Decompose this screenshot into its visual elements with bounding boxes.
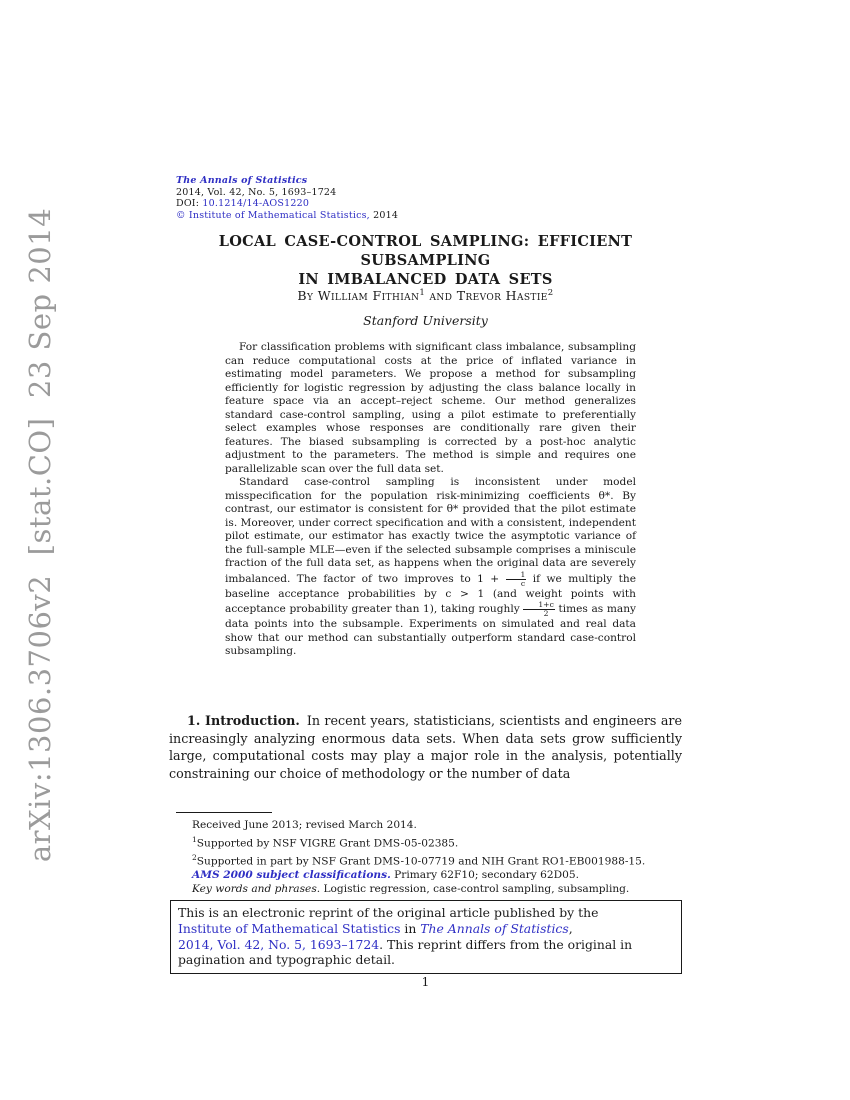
copyright-line bbox=[176, 210, 398, 222]
copyright-year: 2014 bbox=[369, 209, 399, 221]
arxiv-stamp: arXiv:1306.3706v2 [stat.CO] 23 Sep 2014 bbox=[23, 207, 57, 863]
authors-line bbox=[169, 288, 682, 303]
fraction-1-over-c-numerator: 1 bbox=[506, 571, 527, 580]
title-line-1: LOCAL CASE-CONTROL SAMPLING: EFFICIENT SUBSAMPLING bbox=[218, 233, 633, 269]
abstract-p2-text-2: if we multiply the baseline acceptance probabilities by c > 1 (and weight points with acceptance probability greater than 1), taking roughly bbox=[225, 572, 636, 616]
footnote-ams bbox=[176, 869, 682, 883]
author-2: Trevor Hastie bbox=[456, 288, 548, 304]
page-number: 1 bbox=[421, 975, 430, 989]
ams-classifications-text: Primary 62F10; secondary 62D05. bbox=[390, 869, 579, 882]
footnote-received: Received June 2013; revised March 2014. bbox=[192, 819, 417, 831]
reprint-line-2 bbox=[178, 921, 674, 937]
authors-prefix: By bbox=[297, 288, 318, 304]
introduction-text: In recent years, statisticians, scientists and engineers are increasingly analyzing enormous data sets. When data sets grow sufficiently large, computational costs may play a major role in the analysis, potentially constraining our choice of methodology or the number of data bbox=[169, 713, 682, 781]
footnote-rule bbox=[176, 812, 272, 813]
section-heading-introduction: 1. Introduction. bbox=[187, 713, 300, 728]
journal-name-link[interactable]: The Annals of Statistics bbox=[176, 175, 308, 186]
author-2-footnote-marker: 2 bbox=[547, 288, 554, 298]
keywords-label: Key words and phrases. bbox=[192, 883, 321, 896]
author-1-footnote-marker: 1 bbox=[419, 288, 426, 298]
volume-line: 2014, Vol. 42, No. 5, 1693–1724 bbox=[176, 186, 337, 198]
doi-link[interactable]: 10.1214/14-AOS1220 bbox=[202, 198, 310, 209]
abstract-paragraph-1: For classification problems with significant class imbalance, subsampling can reduce computational costs at the price of inflated variance in estimating model parameters. We propose a method for subsampling efficiently for logistic regression by adjusting the class balance locally in feature space via an accept–reject scheme. Our method generalizes standard case-control sampling, using a pilot estimate to preferentially select examples whose responses are conditionally rare given their features. The biased subsampling is corrected by a post-hoc analytic adjustment to the parameters. The method is simple and requires one parallelizable scan over the full data set. bbox=[225, 341, 636, 475]
title-line-2: IN IMBALANCED DATA SETS bbox=[298, 271, 553, 288]
footnote-2-marker: 2 bbox=[192, 853, 197, 863]
abstract-p2-text-3: times as many data points into the subsample. Experiments on simulated and real data show that our method can substantially outperform standard case-control subsampling. bbox=[225, 603, 636, 657]
reprint-line-3-rest: . This reprint differs from the original in bbox=[379, 936, 633, 952]
reprint-line-2-end: , bbox=[568, 920, 573, 936]
reprint-line-3 bbox=[178, 937, 674, 953]
paper-title bbox=[169, 232, 682, 289]
footnotes bbox=[176, 819, 682, 897]
footnote-1-text: Supported by NSF VIGRE Grant DMS-05-02385. bbox=[196, 837, 459, 850]
abstract bbox=[225, 341, 636, 659]
footnote-2 bbox=[176, 851, 682, 869]
reprint-line-2-mid: in bbox=[400, 920, 421, 936]
fraction-1-over-c-denominator: c bbox=[520, 578, 526, 588]
volume-issue-link[interactable]: 2014, Vol. 42, No. 5, 1693–1724 bbox=[178, 936, 380, 952]
ams-classifications-link[interactable]: AMS 2000 subject classifications. bbox=[192, 869, 391, 882]
fraction-1-over-c bbox=[506, 571, 527, 588]
affiliation: Stanford University bbox=[363, 313, 488, 328]
footnote-1-marker: 1 bbox=[192, 834, 197, 844]
reprint-line-1: This is an electronic reprint of the original article published by the bbox=[178, 905, 599, 920]
footnote-2-text: Supported in part by NSF Grant DMS-10-07719 and NIH Grant RO1-EB001988-15. bbox=[196, 855, 646, 868]
reprint-notice-box bbox=[170, 900, 682, 974]
annals-of-statistics-link[interactable]: The Annals of Statistics bbox=[420, 920, 569, 936]
abstract-p2-text-1: Standard case-control sampling is inconsistent under model misspecification for the population risk-minimizing coefficients θ*. By contrast, our estimator is consistent for θ* provided that the pilot estimate is. Moreover, under correct specification and with a consistent, independent pilot estimate, our estimator has exactly twice the asymptotic variance of the full-sample MLE—even if the selected subsample comprises a miniscule fraction of the full data set, as happens when the original data are severely imbalanced. The factor of two improves to 1 + bbox=[225, 476, 636, 585]
keywords-text: Logistic regression, case-control sampling, subsampling. bbox=[320, 883, 630, 896]
journal-name-line bbox=[176, 175, 398, 187]
doi-label: DOI: bbox=[176, 198, 203, 209]
footnote-1 bbox=[176, 833, 682, 851]
authors-connector: and bbox=[425, 288, 457, 304]
doi-line bbox=[176, 198, 398, 210]
author-1: William Fithian bbox=[317, 288, 420, 304]
ims-link[interactable]: Institute of Mathematical Statistics bbox=[178, 920, 401, 936]
ims-copyright-link[interactable]: © Institute of Mathematical Statistics, bbox=[176, 209, 370, 221]
fraction-1plusc-over-2-numerator: 1+c bbox=[523, 601, 555, 610]
fraction-1plusc-over-2 bbox=[523, 601, 555, 618]
journal-header bbox=[176, 175, 398, 221]
introduction-paragraph bbox=[169, 712, 682, 782]
abstract-paragraph-2 bbox=[225, 476, 636, 659]
fraction-1plusc-over-2-denominator: 2 bbox=[543, 609, 549, 618]
footnote-keywords bbox=[176, 883, 682, 897]
reprint-line-4: pagination and typographic detail. bbox=[178, 952, 395, 968]
